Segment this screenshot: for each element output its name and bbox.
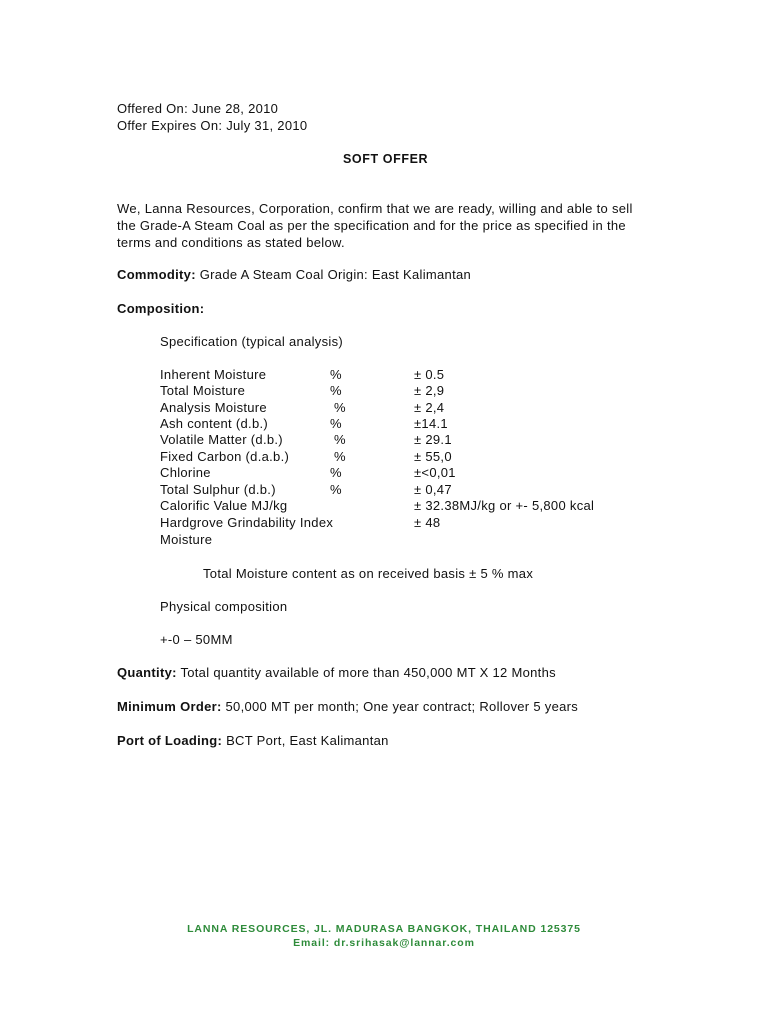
spec-value: ± 32.38MJ/kg or +- 5,800 kcal	[414, 498, 595, 513]
spec-value: ±14.1	[414, 416, 448, 431]
spec-value: ±<0,01	[414, 465, 456, 480]
spec-value: ± 0,47	[414, 482, 452, 497]
commodity-value: Grade A Steam Coal Origin: East Kalimantan	[195, 267, 472, 282]
intro-line-2: the Grade-A Steam Coal as per the specification and for the price as specified in the	[117, 218, 626, 233]
physical-composition-value: +-0 – 50MM	[160, 632, 233, 647]
spec-name: Calorific Value MJ/kg	[160, 498, 288, 513]
spec-name: Total Moisture	[160, 383, 246, 398]
spec-value: ± 2,4	[414, 400, 445, 415]
spec-name: Total Sulphur (d.b.)	[160, 482, 276, 497]
intro-line-1: We, Lanna Resources, Corporation, confirm that we are ready, willing and able to sell	[117, 201, 633, 216]
footer-email: Email: dr.srihasak@lannar.com	[293, 937, 475, 949]
spec-unit: %	[334, 449, 346, 464]
spec-name: Moisture	[160, 532, 213, 547]
spec-name: Fixed Carbon (d.a.b.)	[160, 449, 290, 464]
port-of-loading-line	[117, 733, 389, 749]
spec-name: Analysis Moisture	[160, 400, 267, 415]
minimum-order-label: Minimum Order:	[117, 699, 222, 714]
spec-value: ± 29.1	[414, 432, 452, 447]
commodity-line	[117, 267, 471, 283]
spec-name: Ash content (d.b.)	[160, 416, 269, 431]
spec-name: Volatile Matter (d.b.)	[160, 432, 283, 447]
quantity-line	[117, 665, 556, 681]
port-label: Port of Loading:	[117, 733, 223, 748]
spec-value: ± 55,0	[414, 449, 452, 464]
spec-value: ± 48	[414, 515, 441, 530]
minimum-order-value: 50,000 MT per month; One year contract; Rollover 5 years	[221, 699, 579, 714]
spec-name: Chlorine	[160, 465, 211, 480]
spec-unit: %	[330, 367, 342, 382]
footer-address: LANNA RESOURCES, JL. MADURASA BANGKOK, THAILAND 125375	[187, 923, 581, 935]
composition-label: Composition:	[117, 301, 205, 316]
quantity-label: Quantity:	[117, 665, 177, 680]
offered-on: Offered On: June 28, 2010	[117, 101, 279, 116]
commodity-label: Commodity:	[117, 267, 196, 282]
spec-name: Hardgrove Grindability Index	[160, 515, 334, 530]
document-title: SOFT OFFER	[343, 152, 429, 166]
spec-unit: %	[334, 432, 346, 447]
spec-unit: %	[334, 400, 346, 415]
physical-composition-heading: Physical composition	[160, 599, 288, 614]
port-value: BCT Port, East Kalimantan	[222, 733, 389, 748]
intro-line-3: terms and conditions as stated below.	[117, 235, 345, 250]
spec-unit: %	[330, 482, 342, 497]
minimum-order-line	[117, 699, 578, 715]
quantity-value: Total quantity available of more than 450,000 MT X 12 Months	[176, 665, 556, 680]
spec-heading: Specification (typical analysis)	[160, 334, 344, 349]
spec-unit: %	[330, 465, 342, 480]
offer-expires-on: Offer Expires On: July 31, 2010	[117, 118, 308, 133]
total-moisture-note: Total Moisture content as on received basis ± 5 % max	[203, 566, 534, 581]
spec-unit: %	[330, 416, 342, 431]
spec-value: ± 2,9	[414, 383, 445, 398]
spec-name: Inherent Moisture	[160, 367, 267, 382]
spec-value: ± 0.5	[414, 367, 445, 382]
spec-unit: %	[330, 383, 342, 398]
